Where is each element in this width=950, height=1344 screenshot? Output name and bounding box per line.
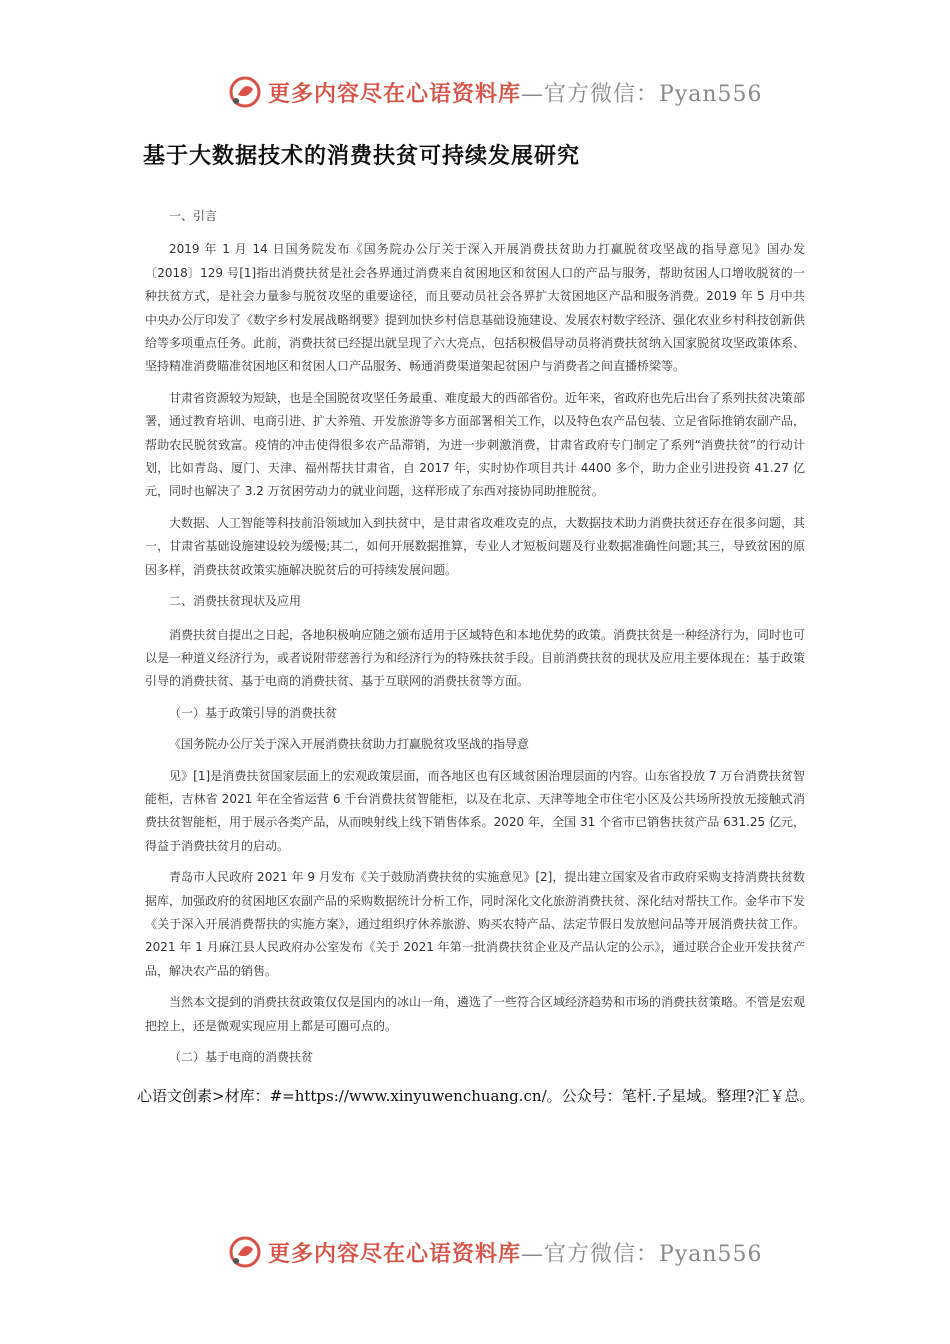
paragraph: 《国务院办公厅关于深入开展消费扶贫助力打赢脱贫攻坚战的指导意: [169, 737, 530, 752]
banner-text: 更多内容尽在心语资料库—官方微信：Pyan556: [268, 1240, 763, 1267]
page-title: 基于大数据技术的消费扶贫可持续发展研究: [143, 144, 581, 169]
section-heading: 一、引言: [169, 209, 218, 223]
paragraph: 见》[1]是消费扶贫国家层面上的宏观政策层面，而各地区也有区域贫困治理层面的内容。山东省投放 7 万台消费扶贫智能柜，吉林省 2021 年在全省运营 6 千台消费扶贫智能柜，以及在北京、天津等地全市住宅小区及公共场所投放无接触式消费扶贫智能柜，用于展示各类产品，从而映射线上线下销售体系。2020 年，全国 31 个省市已销售扶贫产品 631.25 亿元，得益于消费扶贫月的启动。: [145, 768, 805, 853]
article-body: [145, 205, 805, 1077]
banner-text: 更多内容尽在心语资料库—官方微信：Pyan556: [268, 80, 763, 107]
logo-icon: [228, 1235, 262, 1269]
subsection-heading: （二）基于电商的消费扶贫: [169, 1050, 314, 1064]
section-heading: 二、消费扶贫现状及应用: [169, 594, 302, 609]
paragraph: 当然本文提到的消费扶贫政策仅仅是国内的冰山一角，遴选了一些符合区域经济趋势和市场的消费扶贫策略。不管是宏观把控上，还是微观实现应用上都是可圈可点的。: [145, 995, 806, 1033]
logo-icon: [228, 75, 262, 109]
paragraph: 甘肃省资源较为短缺，也是全国脱贫攻坚任务最重、难度最大的西部省份。近年来，省政府也先后出台了系列扶贫决策部署，通过教育培训、电商引进、扩大养殖、开发旅游等多方面部署相关工作，以及特色农产品包装、立足省际推销农副产品，帮助农民脱贫致富。疫情的冲击使得很多农产品滞销，为进一步刺激消费，甘肃省政府专门制定了系列“消费扶贫”的行动计划，比如青岛、厦门、天津、福州帮扶甘肃省，自 2017 年，实时协作项目共计 4400 多个，助力企业引进投资 41.27 亿元，同时也解决了 3.2 万贫困劳动力的就业问题，这样形成了东西对接协同助推脱贫。: [145, 390, 806, 499]
paragraph: 青岛市人民政府 2021 年 9 月发布《关于鼓励消费扶贫的实施意见》[2]，提出建立国家及省市政府采购支持消费扶贫数据库，加强政府的贫困地区农副产品的采购数据统计分析工作，同时深化文化旅游消费扶贫、深化结对帮扶工作。金华市下发《关于深入开展消费帮扶的实施方案》，通过组织疗休养旅游、购买农特产品、法定节假日发放慰问品等开展消费扶贫工作。2021 年 1 月麻江县人民政府办公室发布《关于 2021 年第一批消费扶贫企业及产品认定的公示》，通过联合企业开发扶贫产品，解决农产品的销售。: [145, 870, 806, 978]
header-banner: [228, 72, 763, 112]
paragraph: 消费扶贫自提出之日起，各地积极响应随之颁布适用于区域特色和本地优势的政策。消费扶贫是一种经济行为，同时也可以是一种道义经济行为，或者说附带慈善行为和经济行为的特殊扶贫手段。目前消费扶贫的现状及应用主要体现在：基于政策引导的消费扶贫、基于电商的消费扶贫、基于互联网的消费扶贫等方面。: [145, 627, 806, 689]
footer-banner: [228, 1232, 763, 1272]
source-note: 心语文创素>材库：#=https://www.xinyuwenchuang.cn/。公众号：笔杆.子星域。整理?汇￥总。: [137, 1087, 815, 1105]
subsection-heading: （一）基于政策引导的消费扶贫: [169, 705, 338, 720]
paragraph: 2019 年 1 月 14 日国务院发布《国务院办公厅关于深入开展消费扶贫助力打赢脱贫攻坚战的指导意见》国办发〔2018〕129 号[1]指出消费扶贫是社会各界通过消费来自贫困地区和贫困人口的产品与服务，帮助贫困人口增收脱贫的一种扶贫方式，是社会力量参与脱贫攻坚的重要途径，而且要动员社会各界扩大贫困地区产品和服务消费。2019 年 5 月中共中央办公厅印发了《数字乡村发展战略纲要》提到加快乡村信息基础设施建设、发展农村数字经济、强化农业乡村科技创新供给等多项重点任务。此前，消费扶贫已经提出就呈现了六大亮点，包括积极倡导动员将消费扶贫纳入国家脱贫攻坚政策体系、坚持精准消费瞄准贫困地区和贫困人口产品服务、畅通消费渠道架起贫困户与消费者之间直播桥梁等。: [145, 242, 806, 374]
paragraph: 大数据、人工智能等科技前沿领域加入到扶贫中，是甘肃省攻难攻克的点，大数据技术助力消费扶贫还存在很多问题，其一，甘肃省基础设施建设较为缓慢;其二，如何开展数据推算，专业人才短板问题及行业数据准确性问题;其三，导致贫困的原因多样，消费扶贫政策实施解决脱贫后的可持续发展问题。: [145, 515, 806, 577]
